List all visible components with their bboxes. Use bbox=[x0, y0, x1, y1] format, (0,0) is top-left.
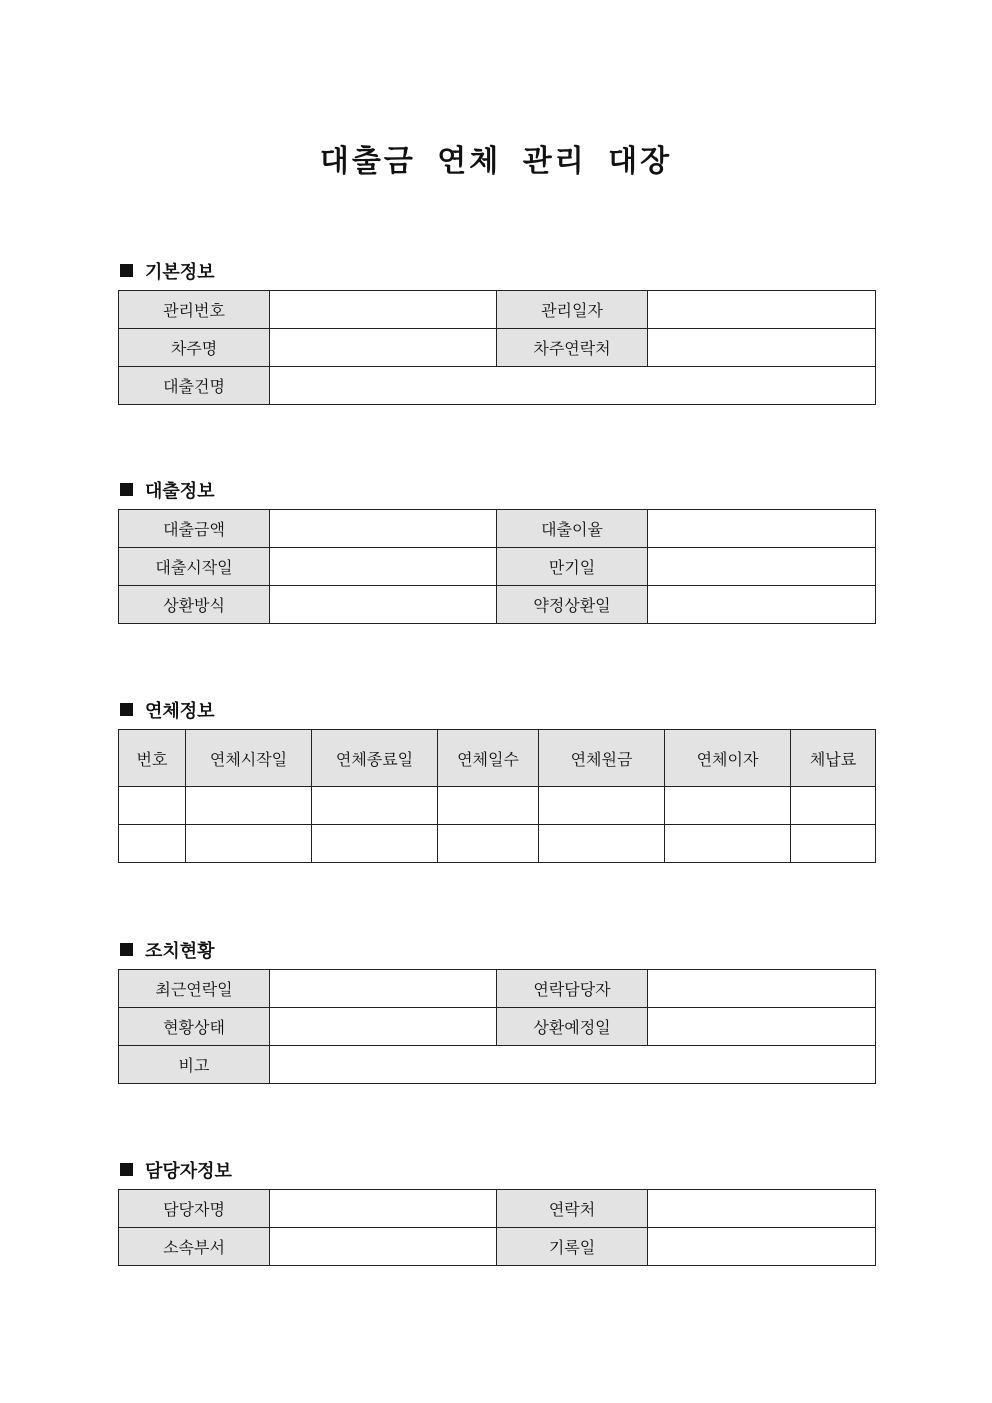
loan-name-field[interactable] bbox=[270, 367, 876, 405]
table-cell[interactable] bbox=[119, 787, 186, 825]
column-header: 체납료 bbox=[791, 730, 876, 787]
table-cell[interactable] bbox=[312, 825, 438, 863]
table-row bbox=[119, 586, 876, 624]
section-heading bbox=[118, 929, 875, 969]
status-label: 현황상태 bbox=[119, 1008, 270, 1046]
record-date-label: 기록일 bbox=[497, 1228, 648, 1266]
square-bullet-icon bbox=[120, 483, 133, 496]
mgmt-date-field[interactable] bbox=[648, 291, 876, 329]
overdue-table bbox=[118, 729, 876, 863]
table-row bbox=[119, 548, 876, 586]
maturity-field[interactable] bbox=[648, 548, 876, 586]
table-cell[interactable] bbox=[791, 825, 876, 863]
manager-name-label: 담당자명 bbox=[119, 1190, 270, 1228]
table-row bbox=[119, 291, 876, 329]
table-row bbox=[119, 970, 876, 1008]
manager-contact-field[interactable] bbox=[648, 1190, 876, 1228]
section-heading bbox=[118, 250, 875, 290]
repay-method-label: 상환방식 bbox=[119, 586, 270, 624]
table-row bbox=[119, 367, 876, 405]
expected-repay-label: 상환예정일 bbox=[497, 1008, 648, 1046]
section-heading-label: 연체정보 bbox=[145, 701, 215, 722]
section-heading bbox=[118, 689, 875, 729]
dept-label: 소속부서 bbox=[119, 1228, 270, 1266]
basic-info-table bbox=[118, 290, 876, 405]
loan-start-label: 대출시작일 bbox=[119, 548, 270, 586]
table-row bbox=[119, 510, 876, 548]
table-header-row bbox=[119, 730, 876, 787]
owner-contact-label: 차주연락처 bbox=[497, 329, 648, 367]
action-status-table bbox=[118, 969, 876, 1084]
square-bullet-icon bbox=[120, 1163, 133, 1176]
square-bullet-icon bbox=[120, 703, 133, 716]
loan-start-field[interactable] bbox=[270, 548, 497, 586]
record-date-field[interactable] bbox=[648, 1228, 876, 1266]
column-header: 번호 bbox=[119, 730, 186, 787]
repay-date-field[interactable] bbox=[648, 586, 876, 624]
loan-info-table bbox=[118, 509, 876, 624]
loan-amount-field[interactable] bbox=[270, 510, 497, 548]
table-cell[interactable] bbox=[312, 787, 438, 825]
owner-name-field[interactable] bbox=[270, 329, 497, 367]
column-header: 연체종료일 bbox=[312, 730, 438, 787]
loan-name-label: 대출건명 bbox=[119, 367, 270, 405]
section-overdue-info bbox=[118, 689, 875, 863]
section-heading bbox=[118, 1149, 875, 1189]
table-cell[interactable] bbox=[539, 787, 665, 825]
contact-person-label: 연락담당자 bbox=[497, 970, 648, 1008]
column-header: 연체이자 bbox=[665, 730, 791, 787]
owner-contact-field[interactable] bbox=[648, 329, 876, 367]
repay-date-label: 약정상환일 bbox=[497, 586, 648, 624]
status-field[interactable] bbox=[270, 1008, 497, 1046]
table-cell[interactable] bbox=[791, 787, 876, 825]
table-row bbox=[119, 787, 876, 825]
expected-repay-field[interactable] bbox=[648, 1008, 876, 1046]
section-heading-label: 조치현황 bbox=[145, 941, 215, 962]
loan-rate-label: 대출이율 bbox=[497, 510, 648, 548]
section-action-status bbox=[118, 929, 875, 1084]
dept-field[interactable] bbox=[270, 1228, 497, 1266]
table-cell[interactable] bbox=[186, 825, 312, 863]
section-heading-label: 대출정보 bbox=[145, 481, 215, 502]
table-row bbox=[119, 1190, 876, 1228]
owner-name-label: 차주명 bbox=[119, 329, 270, 367]
table-row bbox=[119, 1228, 876, 1266]
manager-contact-label: 연락처 bbox=[497, 1190, 648, 1228]
manager-name-field[interactable] bbox=[270, 1190, 497, 1228]
manager-info-table bbox=[118, 1189, 876, 1266]
table-cell[interactable] bbox=[186, 787, 312, 825]
maturity-label: 만기일 bbox=[497, 548, 648, 586]
loan-rate-field[interactable] bbox=[648, 510, 876, 548]
table-cell[interactable] bbox=[539, 825, 665, 863]
loan-amount-label: 대출금액 bbox=[119, 510, 270, 548]
table-cell[interactable] bbox=[665, 787, 791, 825]
section-heading-label: 담당자정보 bbox=[145, 1161, 232, 1182]
table-cell[interactable] bbox=[438, 825, 539, 863]
document-title: 대출금 연체 관리 대장 bbox=[319, 144, 673, 179]
contact-person-field[interactable] bbox=[648, 970, 876, 1008]
section-heading-label: 기본정보 bbox=[145, 262, 215, 283]
remarks-label: 비고 bbox=[119, 1046, 270, 1084]
mgmt-no-label: 관리번호 bbox=[119, 291, 270, 329]
table-row bbox=[119, 825, 876, 863]
table-cell[interactable] bbox=[665, 825, 791, 863]
column-header: 연체일수 bbox=[438, 730, 539, 787]
last-contact-label: 최근연락일 bbox=[119, 970, 270, 1008]
remarks-field[interactable] bbox=[270, 1046, 876, 1084]
table-row bbox=[119, 1008, 876, 1046]
repay-method-field[interactable] bbox=[270, 586, 497, 624]
section-basic-info bbox=[118, 250, 875, 405]
table-row bbox=[119, 329, 876, 367]
column-header: 연체시작일 bbox=[186, 730, 312, 787]
square-bullet-icon bbox=[120, 264, 133, 277]
section-heading bbox=[118, 469, 875, 509]
square-bullet-icon bbox=[120, 943, 133, 956]
table-cell[interactable] bbox=[119, 825, 186, 863]
mgmt-date-label: 관리일자 bbox=[497, 291, 648, 329]
column-header: 연체원금 bbox=[539, 730, 665, 787]
table-row bbox=[119, 1046, 876, 1084]
section-manager-info bbox=[118, 1149, 875, 1266]
table-cell[interactable] bbox=[438, 787, 539, 825]
section-loan-info bbox=[118, 469, 875, 624]
mgmt-no-field[interactable] bbox=[270, 291, 497, 329]
last-contact-field[interactable] bbox=[270, 970, 497, 1008]
